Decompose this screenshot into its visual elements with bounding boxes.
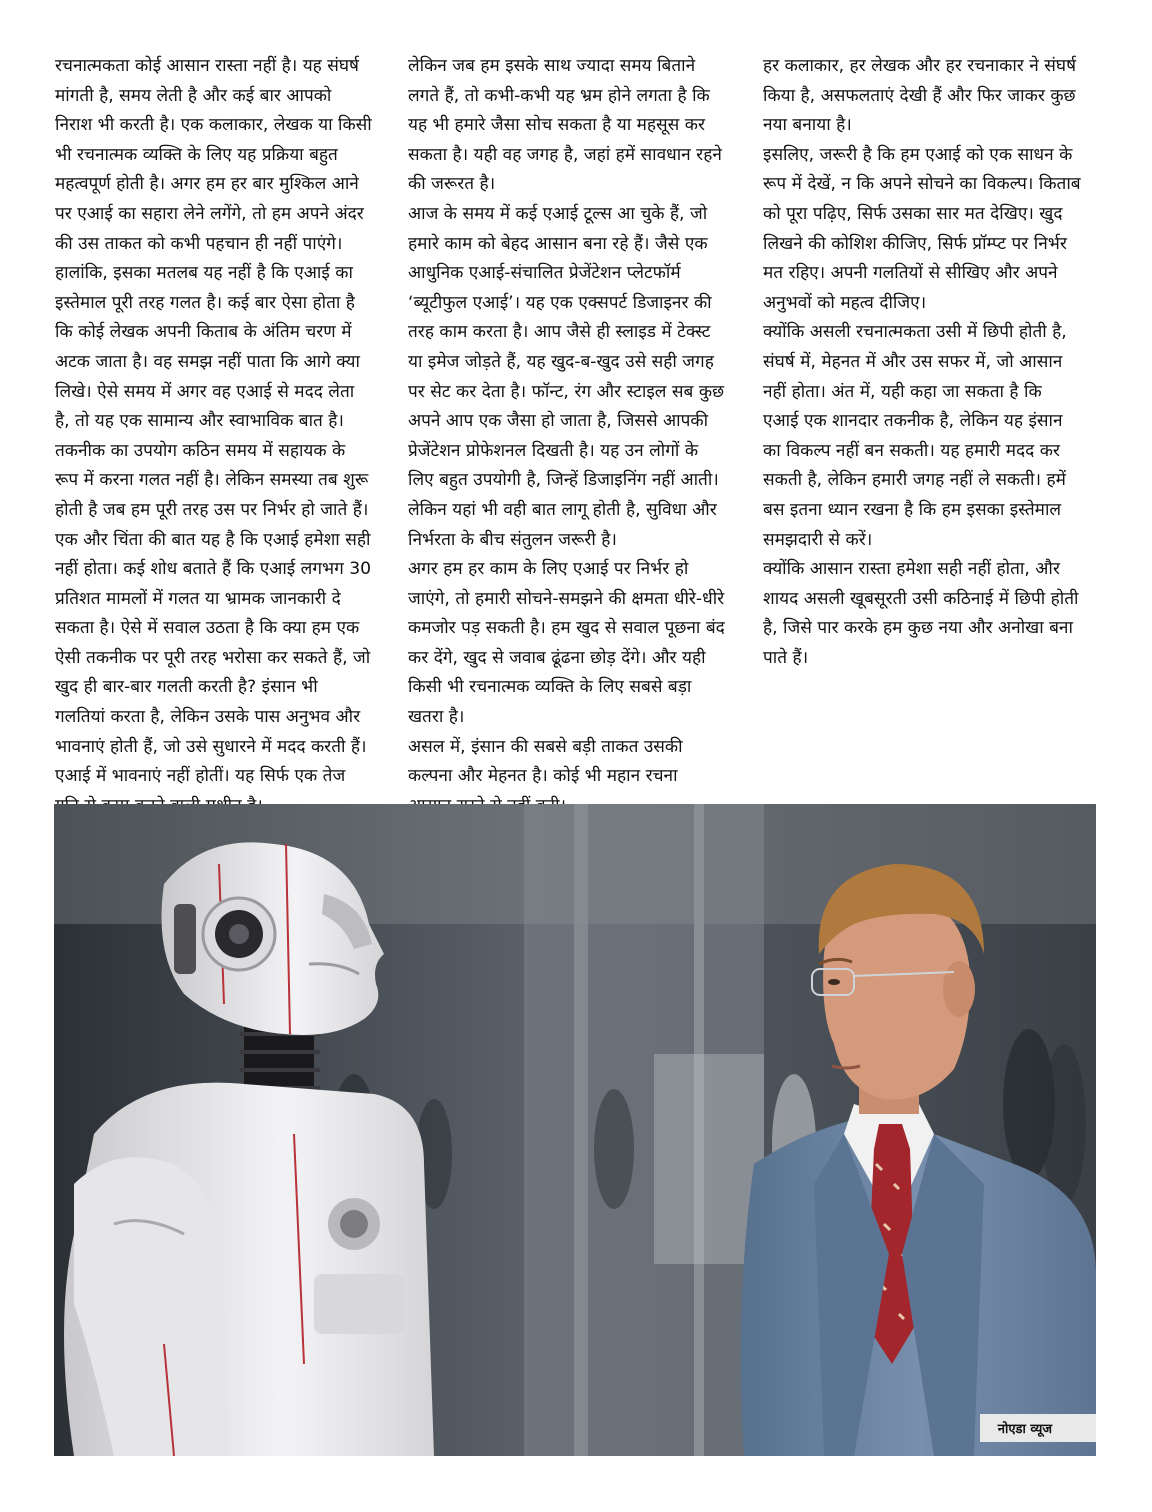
paragraph: क्योंकि आसान रास्ता हमेशा सही नहीं होता, और शायद असली खूबसूरती उसी कठिनाई में छिपी होती है, जिसे पार करके हम कुछ नया और अनोखा बना पाते हैं। [763,559,1079,668]
article-column-1 [55,52,373,821]
article-column-2 [408,52,726,821]
paragraph: हालांकि, इसका मतलब यह नहीं है कि एआई का इस्तेमाल पूरी तरह गलत है। कई बार ऐसा होता है कि कोई लेखक अपनी किताब के अंतिम चरण में अटक जाता है। वह समझ नहीं पाता कि आगे क्या लिखे। ऐसे समय में अगर वह एआई से मदद लेता है, तो यह एक सामान्य और स्वाभाविक बात है। तकनीक का उपयोग कठिन समय में सहायक के रूप में करना गलत नहीं है। लेकिन समस्या तब शुरू होती है जब हम पूरी तरह उस पर निर्भर हो जाते हैं। [55,263,369,520]
paragraph: एक और चिंता की बात यह है कि एआई हमेशा सही नहीं होता। कई शोध बताते हैं कि एआई लगभग 30 प्रतिशत मामलों में गलत या भ्रामक जानकारी दे सकता है। ऐसे में सवाल उठता है कि क्या हम एक ऐसी तकनीक पर पूरी तरह भरोसा कर सकते हैं, जो खुद ही बार-बार गलती करती है? इंसान भी गलतियां करता है, लेकिन उसके पास अनुभव और भावनाएं होती हैं, जो उसे सुधारने में मदद करती हैं। [55,529,372,757]
paragraph: लेकिन यहां भी वही बात लागू होती है, सुविधा और निर्भरता के बीच संतुलन जरूरी है। [408,499,717,550]
paragraph: हर कलाकार, हर लेखक और हर रचनाकार ने संघर्ष किया है, असफलताएं देखी हैं और फिर जाकर कुछ नया बनाया है। [763,56,1077,136]
paragraph: इसलिए, जरूरी है कि हम एआई को एक साधन के रूप में देखें, न कि अपने सोचने का विकल्प। किताब को पूरा पढ़िए, सिर्फ उसका सार मत देखिए। खुद लिखने की कोशिश कीजिए, सिर्फ प्रॉम्प्ट पर निर्भर मत रहिए। अपनी गलतियों से सीखिए और अपने अनुभवों को महत्व दीजिए। [763,144,1081,313]
paragraph: आज के समय में कई एआई टूल्स आ चुके हैं, जो हमारे काम को बेहद आसान बना रहे हैं। जैसे एक आधुनिक एआई-संचालित प्रेजेंटेशन प्लेटफॉर्म ‘ब्यूटीफुल एआई’। यह एक एक्सपर्ट डिजाइनर की तरह काम करता है। आप जैसे ही स्लाइड में टेक्स्ट या इमेज जोड़ते हैं, यह खुद-ब-खुद उसे सही जगह पर सेट कर देता है। फॉन्ट, रंग और स्टाइल सब कुछ अपने आप एक जैसा हो जाता है, जिससे आपकी प्रेजेंटेशन प्रोफेशनल दिखती है। यह उन लोगों के लिए बहुत उपयोगी है, जिन्हें डिजाइनिंग नहीं आती। [408,203,725,491]
paragraph: अगर हम हर काम के लिए एआई पर निर्भर हो जाएंगे, तो हमारी सोचने-समझने की क्षमता धीरे-धीरे कमजोर पड़ सकती है। हम खुद से सवाल पूछना बंद कर देंगे, खुद से जवाब ढूंढना छोड़ देंगे। और यही किसी भी रचनात्मक व्यक्ति के लिए सबसे बड़ा खतरा है। [408,559,725,728]
robot-and-man-photo [54,804,1096,1456]
paragraph: लेकिन जब हम इसके साथ ज्यादा समय बिताने लगते हैं, तो कभी-कभी यह भ्रम होने लगता है कि यह भी हमारे जैसा सोच सकता है या महसूस कर सकता है। यही वह जगह है, जहां हमें सावधान रहने की जरूरत है। [408,56,722,195]
paragraph: क्योंकि असली रचनात्मकता उसी में छिपी होती है, संघर्ष में, मेहनत में और उस सफर में, जो आसान नहीं होता। अंत में, यही कहा जा सकता है कि एआई एक शानदार तकनीक है, लेकिन यह इंसान का विकल्प नहीं बन सकती। यह हमारी मदद कर सकती है, लेकिन हमारी जगह नहीं ले सकती। हमें बस इतना ध्यान रखना है कि हम इसका इस्तेमाल समझदारी से करें। [763,322,1067,550]
paragraph: असल में, इंसान की सबसे बड़ी ताकत उसकी कल्पना और मेहनत है। कोई भी महान रचना [408,736,683,787]
article-column-3 [763,52,1081,673]
paragraph: एआई में भावनाएं नहीं होतीं। यह सिर्फ एक तेज [55,766,346,787]
photo-credit: नोएडा व्यूज [980,1414,1096,1442]
paragraph: रचनात्मकता कोई आसान रास्ता नहीं है। यह संघर्ष मांगती है, समय लेती है और कई बार आपको निराश भी करती है। एक कलाकार, लेखक या किसी भी रचनात्मक व्यक्ति के लिए यह प्रक्रिया बहुत महत्वपूर्ण होती है। अगर हम हर बार मुश्किल आने पर एआई का सहारा लेने लगेंगे, तो हम अपने अंदर की उस ताकत को कभी पहचान ही नहीं पाएंगे। [55,56,372,254]
photo-illustration [54,804,1096,1456]
